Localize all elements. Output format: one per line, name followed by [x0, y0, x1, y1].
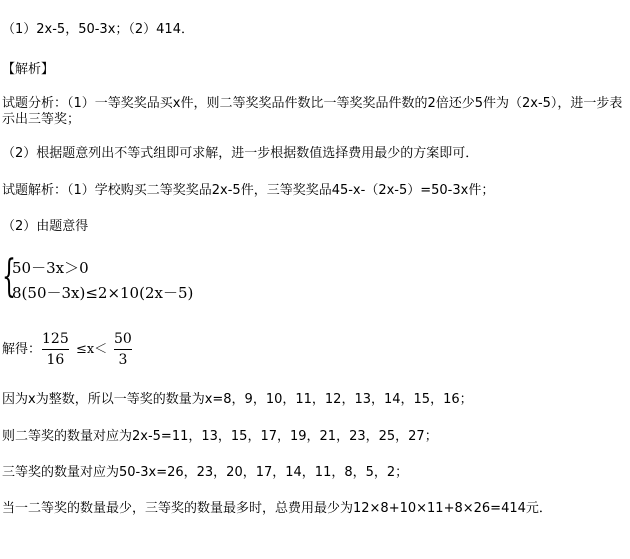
fraction-upper-numerator: 50 [114, 331, 132, 347]
solution-line-6: 当一二等奖的数量最少，三等奖的数量最多时，总费用最少为12×8+10×11+8×26=414元． [2, 501, 552, 516]
answer-line: （1）2x-5，50-3x；（2）414． [2, 22, 194, 37]
fraction-upper-denominator: 3 [118, 352, 128, 368]
solve-prefix: 解得： [2, 342, 42, 357]
solution-line-4: 则二等奖的数量对应为2x-5=11，13，15，17，19，21，23，25，27； [2, 429, 438, 444]
inequality-2: 8(50－3x)≤2×10(2x－5) [12, 284, 194, 302]
analysis-line-1: 试题分析：（1）一等奖奖品买x件，则二等奖奖品件数比一等奖奖品件数的2倍还少5件为（2x-5），进一步表示出三等奖； [2, 96, 623, 127]
section-header: 【解析】 [2, 62, 55, 77]
fraction-lower-numerator: 125 [42, 331, 69, 347]
fraction-lower-denominator: 16 [46, 352, 65, 368]
fraction-upper [114, 330, 132, 369]
fraction-lower [42, 330, 69, 369]
analysis-line-2: （2）根据题意列出不等式组即可求解，进一步根据数值选择费用最少的方案即可． [2, 146, 479, 161]
solution-line-1: 试题解析：（1）学校购买二等奖奖品2x-5件，三等奖奖品45-x-（2x-5）=50-3x件； [2, 183, 495, 198]
range-relation: ≤x＜ [76, 342, 108, 357]
inequality-1: 50－3x＞0 [12, 259, 89, 277]
solution-line-3: 因为x为整数，所以一等奖的数量为x=8，9，10，11，12，13，14，15，16； [2, 392, 473, 407]
solution-line-5: 三等奖的数量对应为50-3x=26，23，20，17，14，11，8，5，2； [2, 465, 409, 480]
system-brace: { [2, 251, 16, 302]
solution-line-2: （2）由题意得 [2, 219, 89, 234]
